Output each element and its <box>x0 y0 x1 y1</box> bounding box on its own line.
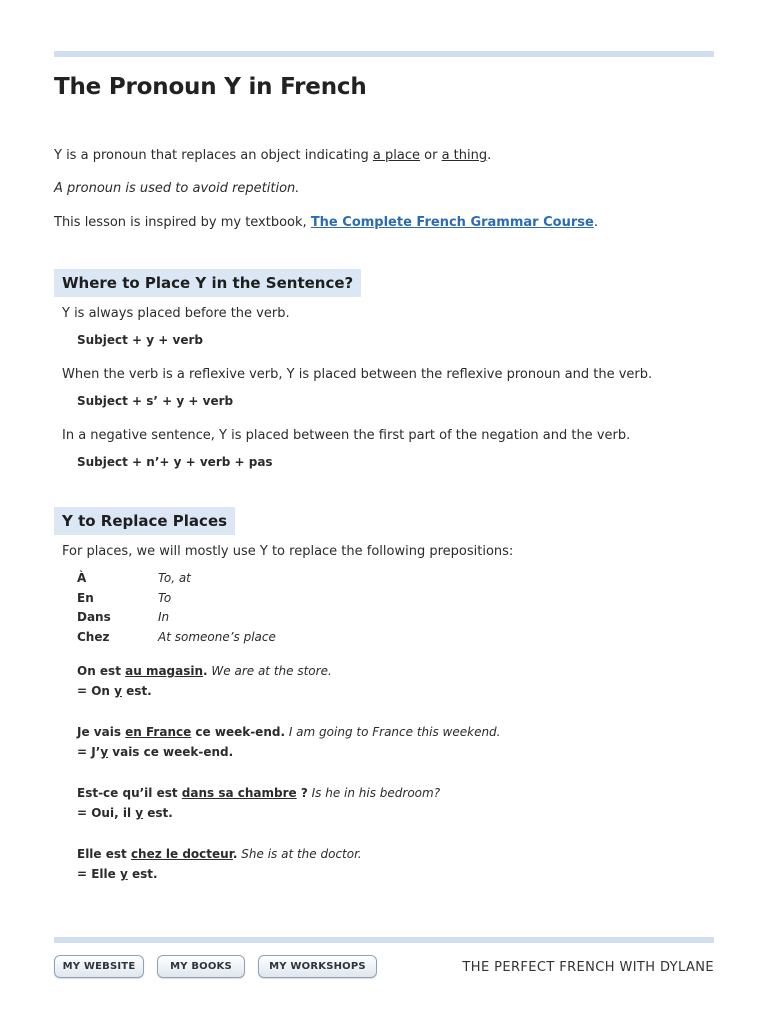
rule-formula: Subject + n’+ y + verb + pas <box>77 455 273 469</box>
example-block <box>77 661 332 701</box>
result-end: est. <box>127 867 158 881</box>
intro-line-3 <box>54 214 598 232</box>
result-end: est. <box>121 684 152 698</box>
result-y: y <box>114 684 122 698</box>
example-block <box>77 844 362 884</box>
example-place: chez le docteur <box>130 847 233 861</box>
example-translation: She is at the doctor. <box>237 847 362 861</box>
my-books-button[interactable]: MY BOOKS <box>157 955 245 978</box>
intro-period: . <box>487 148 492 163</box>
result-start: = J’ <box>77 745 101 759</box>
preposition-fr: À <box>77 571 87 585</box>
example-result <box>77 864 362 884</box>
rule-formula: Subject + s’ + y + verb <box>77 394 234 408</box>
rule-text: In a negative sentence, Y is placed between the first part of the negation and the verb. <box>62 428 631 443</box>
example-sentence <box>77 722 500 742</box>
example-translation: We are at the store. <box>207 664 332 678</box>
intro-line-1 <box>54 147 491 165</box>
preposition-row <box>77 589 477 607</box>
textbook-text: This lesson is inspired by my textbook, <box>54 215 311 230</box>
result-end: est. <box>143 806 173 820</box>
result-y: y <box>135 806 144 820</box>
example-place: en France <box>125 725 192 739</box>
result-start: = Oui, il <box>77 806 136 820</box>
preposition-fr: Chez <box>77 630 110 644</box>
result-start: = Elle <box>77 867 120 881</box>
preposition-en: In <box>158 610 170 624</box>
example-fr: On est <box>77 664 126 678</box>
bottom-divider <box>54 937 714 943</box>
footer-brand: THE PERFECT FRENCH WITH DYLANE <box>462 960 714 975</box>
example-fr-end: . <box>203 664 208 678</box>
preposition-row <box>77 608 477 626</box>
example-result <box>77 803 440 823</box>
example-fr: Je vais <box>77 725 126 739</box>
example-place: au magasin <box>125 664 204 678</box>
example-block <box>77 722 500 762</box>
example-place: dans sa chambre <box>181 786 297 800</box>
intro-or: or <box>420 148 442 163</box>
top-divider <box>54 51 714 57</box>
example-sentence <box>77 661 332 681</box>
example-result <box>77 742 500 762</box>
preposition-row <box>77 569 477 587</box>
section-heading-placement: Where to Place Y in the Sentence? <box>54 269 361 297</box>
places-intro: For places, we will mostly use Y to replace the following prepositions: <box>62 544 514 559</box>
my-website-button[interactable]: MY WEBSITE <box>54 955 144 978</box>
example-translation: Is he in his bedroom? <box>307 786 441 800</box>
result-start: = On <box>77 684 115 698</box>
textbook-link[interactable]: The Complete French Grammar Course <box>310 215 594 230</box>
intro-line-2: A pronoun is used to avoid repetition. <box>54 181 300 196</box>
textbook-period: . <box>593 215 598 230</box>
example-fr: Elle est <box>77 847 131 861</box>
preposition-en: To <box>158 591 172 605</box>
example-fr-end: . <box>232 847 238 861</box>
preposition-row <box>77 628 477 646</box>
preposition-en: At someone’s place <box>158 630 276 644</box>
example-translation: I am going to France this weekend. <box>285 725 501 739</box>
underlined-thing: a thing <box>441 148 488 163</box>
preposition-fr: Dans <box>77 610 111 624</box>
my-workshops-button[interactable]: MY WORKSHOPS <box>258 955 377 978</box>
underlined-place: a place <box>372 148 420 163</box>
example-sentence <box>77 844 362 864</box>
preposition-fr: En <box>77 591 94 605</box>
rule-formula: Subject + y + verb <box>77 333 203 347</box>
page-title: The Pronoun Y in French <box>54 74 367 100</box>
result-end: vais ce week-end. <box>108 745 234 759</box>
intro-text: Y is a pronoun that replaces an object indicating <box>54 148 373 163</box>
result-y: y <box>119 867 128 881</box>
example-fr-end: ce week-end. <box>191 725 286 739</box>
rule-text: Y is always placed before the verb. <box>62 306 290 321</box>
example-block <box>77 783 440 823</box>
result-y: y <box>100 745 109 759</box>
rule-text: When the verb is a reflexive verb, Y is placed between the reflexive pronoun and the verb. <box>62 367 653 382</box>
example-fr: Est-ce qu’il est <box>77 786 182 800</box>
example-fr-end: ? <box>296 786 308 800</box>
preposition-en: To, at <box>158 571 191 585</box>
example-result <box>77 681 332 701</box>
section-heading-places: Y to Replace Places <box>54 507 235 535</box>
example-sentence <box>77 783 440 803</box>
